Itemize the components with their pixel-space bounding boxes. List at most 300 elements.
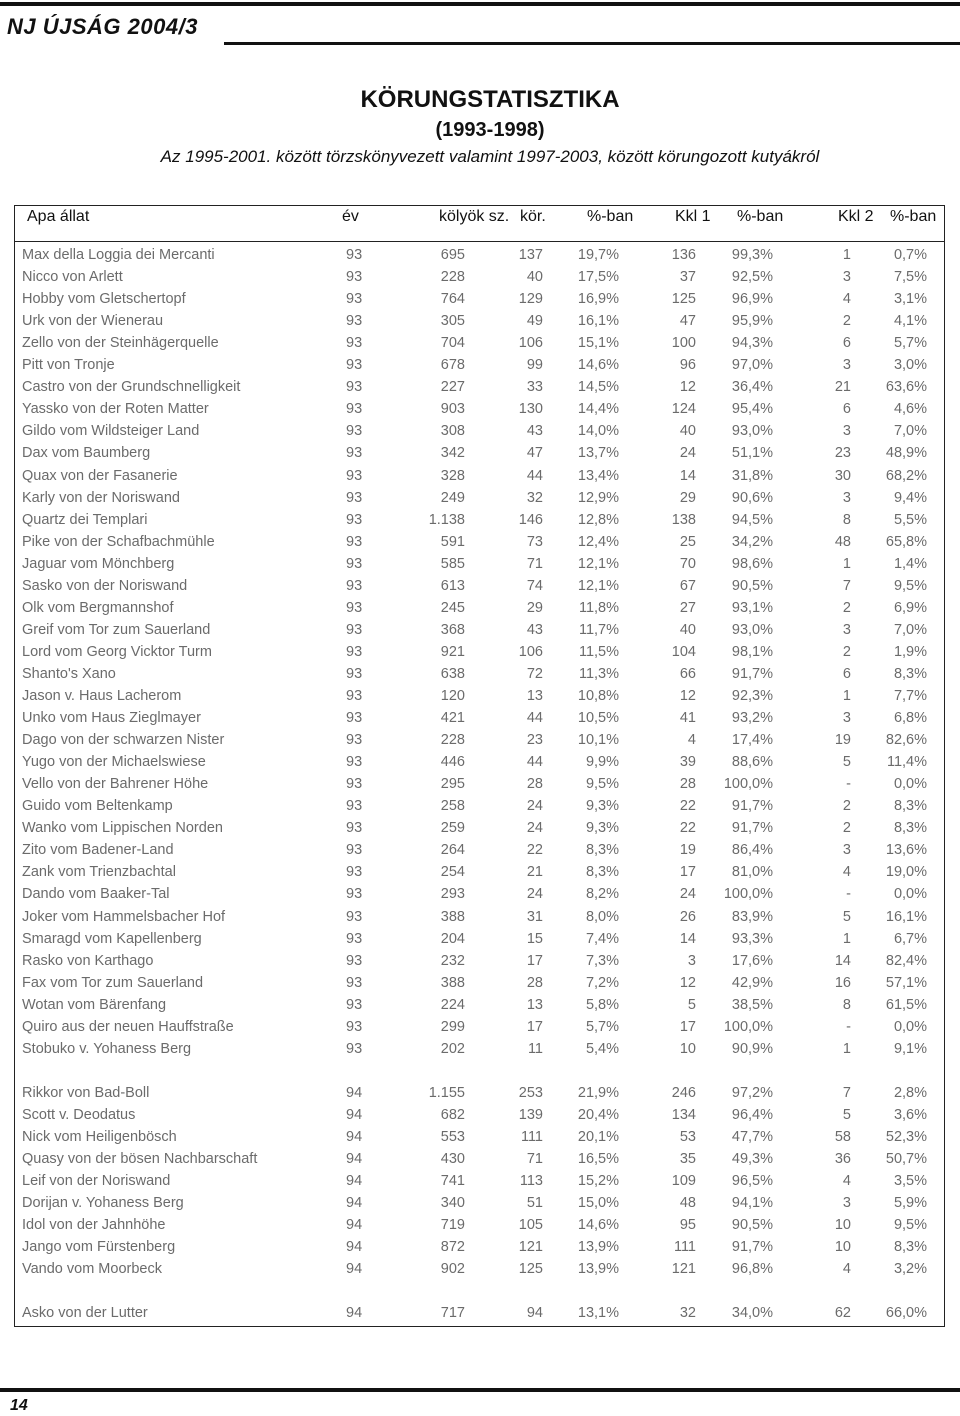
cell-kkl2-pct: 6,7% <box>893 930 927 947</box>
cell-year: 93 <box>346 886 363 903</box>
cell-kkl2-pct: 7,0% <box>893 423 927 440</box>
cell-korung-pct: 15,2% <box>577 1173 619 1190</box>
column-header-ev: év <box>342 208 359 225</box>
cell-year: 93 <box>346 313 363 330</box>
cell-kkl1-pct: 83,9% <box>731 908 773 925</box>
table-row <box>14 907 943 929</box>
cell-kkl1: 28 <box>679 776 696 793</box>
cell-year: 94 <box>346 1305 363 1322</box>
cell-korung-pct: 8,3% <box>585 864 619 881</box>
cell-kkl2: 4 <box>842 291 851 308</box>
cell-sire: Quartz dei Templari <box>22 511 148 528</box>
cell-kkl2-pct: 8,3% <box>893 820 927 837</box>
cell-korung-pct: 9,5% <box>585 776 619 793</box>
cell-kkl1-pct: 93,2% <box>731 710 773 727</box>
table-row <box>14 1215 943 1237</box>
cell-kkl2-pct: 63,6% <box>885 379 927 396</box>
cell-kkl1: 40 <box>679 621 696 638</box>
cell-kkl1: 121 <box>671 1261 696 1278</box>
cell-kkl1-pct: 92,5% <box>731 269 773 286</box>
cell-litter: 764 <box>440 291 465 308</box>
cell-korung-pct: 14,0% <box>577 423 619 440</box>
cell-year: 93 <box>346 511 363 528</box>
cell-kkl2-pct: 52,3% <box>885 1128 927 1145</box>
cell-korung: 99 <box>526 357 543 374</box>
table-row <box>14 642 943 664</box>
cell-litter: 638 <box>440 665 465 682</box>
cell-litter: 704 <box>440 335 465 352</box>
table-row <box>14 355 943 377</box>
header-rule <box>224 42 960 45</box>
cell-korung-pct: 16,9% <box>577 291 619 308</box>
cell-year: 93 <box>346 952 363 969</box>
cell-litter: 717 <box>440 1305 465 1322</box>
cell-litter: 903 <box>440 401 465 418</box>
cell-year: 94 <box>346 1084 363 1101</box>
cell-kkl2: 5 <box>842 754 851 771</box>
cell-litter: 368 <box>440 621 465 638</box>
cell-korung: 130 <box>518 401 543 418</box>
table-row <box>14 245 943 267</box>
cell-korung-pct: 19,7% <box>577 247 619 263</box>
cell-kkl2: 2 <box>842 798 851 815</box>
cell-kkl2: 1 <box>842 930 851 947</box>
cell-korung: 47 <box>526 445 543 462</box>
cell-kkl1-pct: 93,1% <box>731 599 773 616</box>
cell-litter: 308 <box>440 423 465 440</box>
cell-sire: Rasko von Karthago <box>22 952 154 969</box>
cell-kkl2-pct: 7,5% <box>893 269 927 286</box>
table-row <box>14 488 943 510</box>
cell-kkl1: 12 <box>679 379 696 396</box>
cell-kkl2-pct: 8,3% <box>893 665 927 682</box>
cell-kkl2-pct: 7,7% <box>893 688 927 704</box>
cell-kkl1-pct: 100,0% <box>723 886 773 903</box>
cell-year: 93 <box>346 489 363 506</box>
cell-litter: 585 <box>440 555 465 572</box>
cell-year: 94 <box>346 1261 363 1278</box>
cell-korung-pct: 10,1% <box>577 732 619 749</box>
cell-year: 94 <box>346 1239 363 1256</box>
cell-kkl1: 134 <box>671 1106 696 1123</box>
cell-kkl1: 67 <box>679 577 696 594</box>
cell-sire: Zito vom Badener-Land <box>22 842 174 859</box>
cell-kkl1-pct: 93,3% <box>731 930 773 947</box>
cell-kkl2-pct: 66,0% <box>885 1305 927 1322</box>
cell-litter: 293 <box>440 886 465 903</box>
cell-kkl1: 96 <box>679 357 696 374</box>
cell-korung-pct: 13,4% <box>577 467 619 484</box>
cell-litter: 1.138 <box>428 511 465 528</box>
cell-kkl1: 27 <box>679 599 696 616</box>
cell-korung-pct: 11,3% <box>578 665 619 682</box>
column-header-kkl2: Kkl 2 <box>838 208 874 225</box>
cell-sire: Sasko von der Noriswand <box>22 577 188 594</box>
cell-kkl1-pct: 94,3% <box>731 335 773 352</box>
cell-year: 93 <box>346 996 363 1013</box>
table-row <box>14 730 943 752</box>
cell-year: 93 <box>346 247 363 263</box>
table-row <box>14 333 943 355</box>
cell-litter: 872 <box>440 1239 465 1256</box>
table-row <box>14 884 943 906</box>
cell-kkl1: 246 <box>671 1084 696 1101</box>
cell-sire: Vando vom Moorbeck <box>22 1261 162 1278</box>
cell-kkl2-pct: 68,2% <box>885 467 927 484</box>
table-row <box>14 1193 943 1215</box>
cell-kkl2-pct: 57,1% <box>885 974 927 991</box>
cell-kkl1-pct: 17,6% <box>731 952 773 969</box>
cell-kkl1-pct: 91,7% <box>731 798 773 815</box>
cell-kkl2: 16 <box>834 974 851 991</box>
cell-korung: 44 <box>526 467 543 484</box>
cell-sire: Shanto's Xano <box>22 665 116 682</box>
page-number: 14 <box>10 1397 28 1414</box>
cell-sire: Quiro aus der neuen Hauffstraße <box>22 1018 234 1035</box>
cell-sire: Jango vom Fürstenberg <box>22 1239 176 1256</box>
cell-korung-pct: 9,3% <box>585 820 619 837</box>
cell-korung: 33 <box>526 379 543 396</box>
table-row <box>14 1171 943 1193</box>
cell-kkl2-pct: 3,6% <box>893 1106 927 1123</box>
cell-korung-pct: 8,0% <box>585 908 619 925</box>
cell-year: 93 <box>346 467 363 484</box>
cell-kkl2-pct: 50,7% <box>885 1151 927 1167</box>
table-row <box>14 289 943 311</box>
cell-korung: 22 <box>526 842 543 859</box>
cell-korung-pct: 15,0% <box>577 1195 619 1212</box>
cell-kkl2-pct: 8,3% <box>893 798 927 815</box>
table-row <box>14 995 943 1017</box>
table-row <box>14 267 943 289</box>
cell-kkl2-pct: 6,9% <box>893 599 927 616</box>
cell-kkl1: 17 <box>679 1018 696 1035</box>
cell-year: 94 <box>346 1173 363 1190</box>
cell-kkl1-pct: 17,4% <box>731 732 773 749</box>
cell-year: 93 <box>346 269 363 286</box>
cell-year: 94 <box>346 1151 363 1167</box>
table-row <box>14 399 943 421</box>
cell-kkl2-pct: 8,3% <box>893 1239 927 1256</box>
column-header-pct2: %-ban <box>737 208 784 225</box>
cell-year: 93 <box>346 974 363 991</box>
column-header-kolyok: kölyök sz. <box>439 208 510 225</box>
cell-korung: 49 <box>526 313 543 330</box>
cell-kkl2-pct: 4,6% <box>893 401 927 418</box>
cell-kkl1: 111 <box>673 1239 696 1256</box>
cell-kkl1: 109 <box>671 1173 696 1190</box>
cell-korung: 13 <box>526 996 543 1013</box>
cell-kkl1-pct: 36,4% <box>731 379 773 396</box>
cell-sire: Max della Loggia dei Mercanti <box>22 247 215 263</box>
cell-kkl2-pct: 61,5% <box>885 996 927 1013</box>
cell-year: 93 <box>346 643 363 660</box>
cell-year: 93 <box>346 908 363 925</box>
cell-korung: 121 <box>518 1239 543 1256</box>
cell-kkl2: 7 <box>842 1084 851 1101</box>
cell-korung: 23 <box>526 732 543 749</box>
cell-kkl1-pct: 96,4% <box>731 1106 773 1123</box>
cell-kkl1-pct: 96,8% <box>731 1261 773 1278</box>
cell-sire: Karly von der Noriswand <box>22 489 180 506</box>
cell-kkl2-pct: 4,1% <box>893 313 927 330</box>
cell-year: 93 <box>346 842 363 859</box>
table-row <box>14 576 943 598</box>
cell-litter: 299 <box>440 1018 465 1035</box>
cell-kkl1: 70 <box>679 555 696 572</box>
table-row <box>14 973 943 995</box>
cell-kkl2-pct: 3,0% <box>893 357 927 374</box>
cell-korung: 28 <box>526 776 543 793</box>
cell-kkl2-pct: 7,0% <box>893 621 927 638</box>
cell-kkl1-pct: 90,5% <box>731 1217 773 1234</box>
cell-year: 93 <box>346 423 363 440</box>
cell-kkl2: 30 <box>834 467 851 484</box>
cell-kkl2: 3 <box>842 710 851 727</box>
cell-kkl2: 2 <box>842 643 851 660</box>
cell-kkl2: 3 <box>842 357 851 374</box>
cell-year: 94 <box>346 1106 363 1123</box>
cell-sire: Yugo von der Michaelswiese <box>22 754 206 771</box>
cell-sire: Pike von der Schafbachmühle <box>22 533 215 550</box>
column-header-pct1: %-ban <box>587 208 634 225</box>
cell-korung: 40 <box>526 269 543 286</box>
cell-kkl2: 2 <box>842 820 851 837</box>
cell-kkl2-pct: 1,9% <box>893 643 927 660</box>
cell-kkl1-pct: 94,1% <box>731 1195 773 1212</box>
cell-kkl2: 1 <box>842 688 851 704</box>
cell-year: 93 <box>346 621 363 638</box>
cell-kkl2-pct: 0,0% <box>893 1018 927 1035</box>
cell-litter: 446 <box>440 754 465 771</box>
cell-sire: Lord vom Georg Vicktor Turm <box>22 643 212 660</box>
cell-kkl2: 2 <box>842 599 851 616</box>
table-row <box>14 1039 943 1061</box>
cell-korung: 31 <box>526 908 543 925</box>
cell-kkl2: 14 <box>834 952 851 969</box>
table-row <box>14 1303 943 1325</box>
cell-kkl2: 10 <box>834 1217 851 1234</box>
cell-kkl1: 5 <box>687 996 696 1013</box>
cell-year: 93 <box>346 533 363 550</box>
cell-year: 93 <box>346 798 363 815</box>
cell-sire: Dax vom Baumberg <box>22 445 151 462</box>
cell-kkl1-pct: 34,2% <box>731 533 773 550</box>
cell-korung-pct: 7,3% <box>585 952 619 969</box>
cell-sire: Quasy von der bösen Nachbarschaft <box>22 1151 258 1167</box>
cell-kkl2-pct: 48,9% <box>885 445 927 462</box>
cell-kkl2-pct: 9,4% <box>893 489 927 506</box>
cell-litter: 228 <box>440 269 465 286</box>
cell-kkl1: 19 <box>679 842 696 859</box>
cell-litter: 295 <box>440 776 465 793</box>
cell-kkl2-pct: 16,1% <box>885 908 927 925</box>
cell-year: 93 <box>346 599 363 616</box>
cell-korung-pct: 13,1% <box>577 1305 619 1322</box>
cell-korung: 43 <box>526 423 543 440</box>
table-row <box>14 1127 943 1149</box>
cell-kkl1-pct: 97,2% <box>731 1084 773 1101</box>
cell-kkl1-pct: 86,4% <box>731 842 773 859</box>
column-header-kor: kör. <box>520 208 546 225</box>
cell-korung-pct: 9,9% <box>585 754 619 771</box>
cell-litter: 591 <box>440 533 465 550</box>
cell-sire: Dando vom Baaker-Tal <box>22 886 170 903</box>
table-row <box>14 1237 943 1259</box>
cell-year: 93 <box>346 864 363 881</box>
cell-korung: 71 <box>526 555 543 572</box>
table-row <box>14 686 943 708</box>
table-row <box>14 532 943 554</box>
cell-year: 93 <box>346 1018 363 1035</box>
cell-litter: 613 <box>440 577 465 594</box>
cell-korung: 74 <box>526 577 543 594</box>
cell-kkl1: 100 <box>671 335 696 352</box>
table-row <box>14 774 943 796</box>
cell-kkl2: 10 <box>834 1239 851 1256</box>
table-row <box>14 1149 943 1171</box>
cell-sire: Vello von der Bahrener Höhe <box>22 776 209 793</box>
cell-year: 93 <box>346 335 363 352</box>
cell-litter: 678 <box>440 357 465 374</box>
cell-korung-pct: 13,7% <box>577 445 619 462</box>
cell-kkl2: 4 <box>842 1173 851 1190</box>
cell-korung: 44 <box>526 710 543 727</box>
cell-year: 94 <box>346 1217 363 1234</box>
cell-kkl1-pct: 47,7% <box>731 1128 773 1145</box>
cell-kkl1-pct: 97,0% <box>731 357 773 374</box>
cell-sire: Wanko vom Lippischen Norden <box>22 820 223 837</box>
cell-kkl1: 37 <box>679 269 696 286</box>
cell-kkl2: 1 <box>842 555 851 572</box>
cell-sire: Zello von der Steinhägerquelle <box>22 335 219 352</box>
cell-sire: Scott v. Deodatus <box>22 1106 136 1123</box>
cell-kkl2: - <box>846 1018 851 1035</box>
cell-kkl2: 1 <box>842 1040 851 1057</box>
cell-kkl2: 6 <box>842 335 851 352</box>
cell-korung: 146 <box>518 511 543 528</box>
cell-litter: 921 <box>440 643 465 660</box>
cell-kkl1: 3 <box>687 952 696 969</box>
cell-kkl2-pct: 3,5% <box>893 1173 927 1190</box>
cell-kkl1-pct: 90,5% <box>731 577 773 594</box>
table-row <box>14 664 943 686</box>
cell-sire: Olk vom Bergmannshof <box>22 599 174 616</box>
cell-sire: Dago von der schwarzen Nister <box>22 732 225 749</box>
cell-kkl1-pct: 93,0% <box>731 423 773 440</box>
cell-kkl2-pct: 0,7% <box>893 247 927 263</box>
cell-kkl1: 53 <box>679 1128 696 1145</box>
table-row <box>14 929 943 951</box>
cell-litter: 228 <box>440 732 465 749</box>
cell-korung: 253 <box>518 1084 543 1101</box>
cell-litter: 421 <box>440 710 465 727</box>
table-row <box>14 1259 943 1281</box>
cell-kkl2-pct: 9,5% <box>893 577 927 594</box>
cell-korung: 32 <box>526 489 543 506</box>
table-row <box>14 796 943 818</box>
cell-korung-pct: 16,1% <box>577 313 619 330</box>
cell-year: 94 <box>346 1128 363 1145</box>
cell-korung: 106 <box>518 335 543 352</box>
table-row <box>14 840 943 862</box>
cell-korung: 73 <box>526 533 543 550</box>
cell-kkl1-pct: 96,9% <box>731 291 773 308</box>
cell-year: 93 <box>346 401 363 418</box>
cell-kkl2: 8 <box>842 511 851 528</box>
cell-litter: 202 <box>440 1040 465 1057</box>
table-row <box>14 598 943 620</box>
cell-kkl2: 62 <box>834 1305 851 1322</box>
cell-sire: Unko vom Haus Zieglmayer <box>22 710 201 727</box>
cell-kkl2: - <box>846 886 851 903</box>
cell-year: 93 <box>346 445 363 462</box>
cell-sire: Yassko von der Roten Matter <box>22 401 209 418</box>
cell-kkl2: 5 <box>842 908 851 925</box>
cell-korung: 13 <box>526 688 543 704</box>
cell-kkl1-pct: 100,0% <box>723 1018 773 1035</box>
cell-kkl1-pct: 90,9% <box>731 1040 773 1057</box>
cell-sire: Leif von der Noriswand <box>22 1173 171 1190</box>
cell-sire: Nick vom Heiligenbösch <box>22 1128 177 1145</box>
cell-korung-pct: 9,3% <box>585 798 619 815</box>
cell-kkl2: 58 <box>834 1128 851 1145</box>
cell-kkl2: 3 <box>842 842 851 859</box>
cell-kkl1: 29 <box>679 489 696 506</box>
cell-korung-pct: 5,8% <box>585 996 619 1013</box>
cell-kkl2: 3 <box>842 621 851 638</box>
cell-litter: 340 <box>440 1195 465 1212</box>
cell-kkl1: 41 <box>679 710 696 727</box>
cell-litter: 245 <box>440 599 465 616</box>
cell-korung: 17 <box>526 952 543 969</box>
cell-kkl1-pct: 31,8% <box>731 467 773 484</box>
cell-kkl1: 47 <box>679 313 696 330</box>
table-row <box>14 1105 943 1127</box>
table-header-rule <box>14 241 945 242</box>
cell-kkl2-pct: 11,4% <box>886 754 927 771</box>
cell-korung: 113 <box>519 1173 543 1190</box>
page-subtitle: Az 1995-2001. között törzskönyvezett valamint 1997-2003, között körungozott kutyákról <box>160 147 820 166</box>
cell-korung-pct: 12,4% <box>577 533 619 550</box>
cell-sire: Fax vom Tor zum Sauerland <box>22 974 204 991</box>
cell-litter: 430 <box>440 1151 465 1167</box>
cell-kkl1: 24 <box>679 445 696 462</box>
cell-kkl1: 12 <box>679 974 696 991</box>
cell-kkl1-pct: 91,7% <box>731 665 773 682</box>
cell-litter: 258 <box>440 798 465 815</box>
cell-litter: 1.155 <box>428 1084 465 1101</box>
table-row <box>14 377 943 399</box>
cell-korung-pct: 16,5% <box>577 1151 619 1167</box>
cell-kkl2-pct: 5,5% <box>893 511 927 528</box>
cell-kkl1-pct: 99,3% <box>731 247 773 263</box>
table-row <box>14 1083 943 1105</box>
cell-kkl2: 36 <box>834 1151 851 1167</box>
cell-kkl2: 3 <box>842 423 851 440</box>
cell-kkl2: - <box>846 776 851 793</box>
page-period: (1993-1998) <box>435 119 545 141</box>
cell-korung: 129 <box>518 291 543 308</box>
cell-kkl1: 4 <box>687 732 696 749</box>
cell-year: 93 <box>346 379 363 396</box>
cell-kkl1-pct: 88,6% <box>731 754 773 771</box>
cell-year: 93 <box>346 555 363 572</box>
cell-korung: 29 <box>526 599 543 616</box>
cell-kkl2: 3 <box>842 269 851 286</box>
cell-korung-pct: 13,9% <box>577 1239 619 1256</box>
cell-kkl2: 7 <box>842 577 851 594</box>
